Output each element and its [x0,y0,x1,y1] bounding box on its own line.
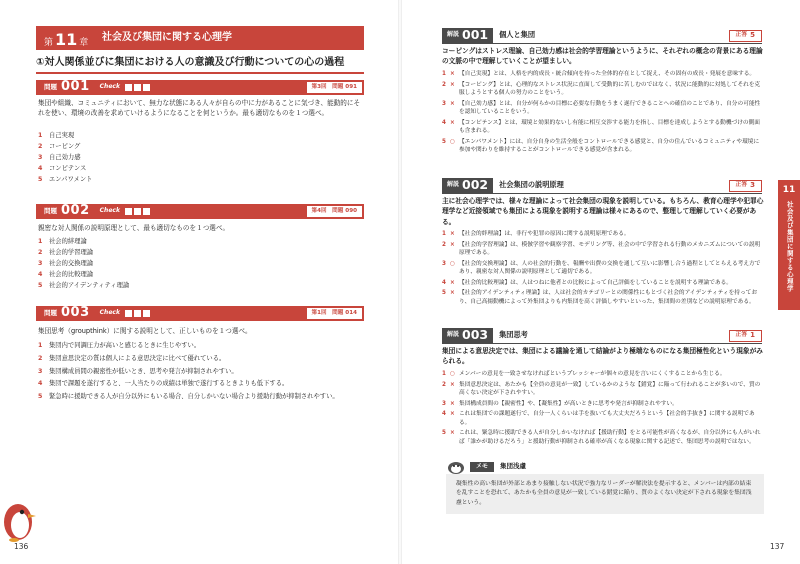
option-item [38,379,364,388]
check-box[interactable] [134,310,141,317]
option-text: 自己実現 [49,132,75,139]
answer-item-text: これは集団での課題遂行で、自分一人くらいは手を抜いても大丈夫だろうという【社会的手抜き】に関する説明である。 [459,411,755,426]
option-number: 1 [38,342,43,349]
question-001-text: 集団や組織、コミュニティにおいて、無力な状態にある人々が自らの中に力があることに気づき、能動的にそれを使い、環境の改善を求めていけるようになることを何というか。最も適切なものを１つ選べ。 [38,99,361,118]
answer-label-block [442,328,493,343]
correct-answer-badge [729,330,762,342]
answer-number: 001 [462,27,489,43]
check-box[interactable] [125,84,132,91]
answer-item-mark: × [450,81,455,88]
question-002-text: 親密な対人関係の説明原理として、最も適切なものを１つ選べ。 [38,224,230,232]
question-source-ref: 第3回 問題 091 [307,82,363,93]
option-number: 2 [38,354,43,362]
answer-001-lead: コーピングはストレス理論、自己効力感は社会的学習理論というように、それぞれの概念の背景にある理論の文脈の中で理解していくことが望ましい。 [442,47,763,66]
memo-header [446,460,526,474]
answer-item-number: 3 [442,260,446,267]
question-number: 003 [61,305,90,321]
check-boxes[interactable] [125,208,150,215]
option-item [38,237,364,246]
option-number: 3 [38,260,43,268]
answer-item-text: 【社会的学習理論】は、模倣学習や観察学習、モデリング等、社会の中で学習される行動のメカニズムについての説明原理である。 [459,241,761,257]
check-boxes[interactable] [125,84,150,91]
check-box[interactable] [143,208,150,215]
question-001-options [38,131,364,186]
question-003-text: 集団思考（groupthink）に関する説明として、正しいものを１つ選べ。 [38,327,252,335]
option-item [38,281,364,290]
option-item [38,175,364,184]
answer-item-mark: × [450,231,455,237]
option-text: コーピング [49,143,81,151]
chapter-header [36,26,364,50]
answer-item-mark: × [450,119,455,126]
answer-title: 個人と集団 [499,30,536,40]
answer-item [442,81,764,98]
option-text: 自己効力感 [49,154,81,162]
option-item [38,153,364,162]
page-number-left: 136 [14,542,29,551]
question-source-ref: 第1回 問題 014 [307,308,363,319]
penguin-memo-icon [446,460,466,474]
side-tab-text: 社会及び集団に関する心理学 [785,201,794,293]
option-text: 社会的アイデンティティ理論 [49,282,130,290]
page-number-right: 137 [770,542,785,551]
answer-item-number: 1 [442,371,446,377]
check-box[interactable] [134,208,141,215]
correct-answer-label: 正答 [735,182,748,189]
correct-answer-label: 正答 [735,32,748,39]
answer-item-number: 4 [442,279,446,286]
answer-title: 社会集団の説明原理 [499,180,564,190]
option-item [38,367,364,376]
check-box[interactable] [134,84,141,91]
answer-item [442,381,764,398]
answer-item-text: 【社会的交換理論】は、人の社会的行動を、報酬や出費の交換を通して互いに影響し合う過程としてとらえる考え方であり、親密な対人関係の説明原理として適切である。 [459,260,761,276]
answer-002-lead: 主に社会心理学では、様々な理論によって社会集団の現象を説明している。もちろん、教育心理学や犯罪心理学など近接領域でも集団による現象を説明する理論は様々にあるので、整理して理解していく必要がある。 [442,197,764,226]
answer-number: 002 [462,177,489,193]
answer-label-block [442,28,493,43]
answer-001-header [442,28,762,43]
answer-title: 集団思考 [499,330,528,340]
answer-item-text: メンバーの意見を一致させなければというプレッシャーが個々の意見を言いにくくすることから生じる。 [459,371,726,377]
correct-answer-label: 正答 [735,332,748,339]
answer-item-mark: ○ [450,138,455,145]
answer-item [442,119,764,136]
answer-rule [442,343,762,344]
answer-item [442,241,764,258]
check-box[interactable] [125,310,132,317]
check-box[interactable] [125,208,132,215]
answer-label: 解説 [447,181,460,189]
chapter-label-pre: 第 [44,38,54,48]
option-text: 社会的交換理論 [49,260,94,268]
chapter-number-value: 11 [55,30,78,49]
answer-item-text: 【エンパワメント】には、自分自身の生活全般をコントロールできる感覚と、自分の住んでいるコミュニティや環境に参加や関わりを維持することがコントロールできる感覚が含まれる。 [459,138,760,154]
check-label: Check [99,309,120,317]
question-002-header [36,204,364,219]
answer-item-number: 4 [442,411,446,418]
question-number: 002 [61,203,90,219]
question-001-header [36,80,364,95]
answer-003-items [442,370,764,448]
penguin-mascot-icon [0,492,40,542]
answer-item [442,400,764,409]
memo-title: 集団浅慮 [500,462,527,471]
answer-label-block [442,178,493,193]
question-label: 問題 [44,206,57,215]
option-text: 集団で課題を遂行すると、一人当たりの成績は単独で遂行するときよりも低下する。 [49,380,289,388]
option-number: 4 [38,271,43,279]
option-item [38,270,364,279]
question-003-options [38,341,364,405]
answer-item-number: 4 [442,119,446,126]
book-gutter [398,0,402,564]
answer-rule [442,193,762,194]
option-number: 3 [38,154,43,162]
answer-item-number: 5 [442,290,446,297]
answer-item [442,410,764,427]
option-number: 4 [38,380,43,388]
answer-item-number: 5 [442,138,446,145]
answer-item-number: 2 [442,81,446,88]
correct-answer-value: 1 [750,331,755,340]
answer-item-mark: × [450,71,455,77]
answer-item-text: 集団構成員間の【親密性】や、【凝集性】が高いときに思考や発言が抑制されやすい。 [459,400,678,407]
answer-item-text: 【社会的アイデンティティ理論】は、人は社会的カテゴリーとの関係性にもとづく社会的アイデンティティを持っており、自己高揚動機によって外集団よりも内集団を高く評価しやすいといった、集団間の差別などの説明原理である。 [459,290,758,305]
option-text: 社会的学習理論 [49,249,94,257]
answer-item-number: 2 [442,241,446,248]
answer-item [442,138,764,155]
question-label: 問題 [44,308,57,317]
answer-item-text: 集団意思決定は、あたかも【全員の意見が一致】しているかのような【錯覚】に陥って行われることが多いので、質の高くない決定が下されやすい。 [459,381,761,397]
question-number: 001 [61,79,90,95]
check-box[interactable] [143,84,150,91]
option-text: 集団内で同調圧力が高いと感じるときに生じやすい。 [49,342,201,349]
answer-003-header [442,328,762,343]
option-number: 4 [38,165,43,173]
option-item [38,131,364,140]
answer-item-text: 【自己効力感】とは、自分が何らかの目標に必要な行動をうまく遂行できることへの確信のことであり、自分の可能性を認知していることをいう。 [459,100,761,116]
option-number: 1 [38,132,43,139]
answer-item-number: 3 [442,100,446,107]
answer-label: 解説 [447,31,460,39]
correct-answer-badge [729,180,762,192]
answer-002-header [442,178,762,193]
answer-item-text: 【社会的絆理論】は、非行や犯罪の原因に関する説明原理である。 [459,231,630,237]
option-text: 社会的比較理論 [49,271,94,279]
answer-number: 003 [462,327,489,343]
check-box[interactable] [143,310,150,317]
option-number: 5 [38,282,43,290]
answer-item-text: 【自己実現】とは、人格を内的成長・統合傾向を持った全体的存在として捉え、その固有の成長・発展を意味する。 [459,71,756,77]
answer-item [442,289,764,306]
answer-item-number: 1 [442,71,446,77]
answer-item-mark: × [450,411,455,418]
answer-item-mark: ○ [450,371,455,377]
answer-item-mark: × [450,290,455,297]
question-label: 問題 [44,82,57,91]
option-item [38,164,364,173]
option-item [38,392,364,401]
answer-003-lead: 集団による意思決定では、集団による議論を通して結論がより極端なものになる集団極性化という現象がみられる。 [442,347,763,366]
chapter-number [44,28,88,51]
answer-item-text: これは、緊急時に援助できる人が自分しかいなければ【援助行動】をとる可能性が高くなるが、自分以外にも人がいれば「誰かが助けるだろう」と援助行動が抑制される確率が高くなる現象に関する記述で、集団思考の説明ではない。 [459,430,761,445]
answer-item [442,370,764,379]
answer-item-mark: × [450,100,455,107]
answer-item-text: 【コーピング】とは、心理的なストレス状況に直面して受動的に苦しむのではなく、状況に能動的に対処してそれを克服しようとする個人の努力のことをいう。 [459,81,761,97]
option-text: 緊急時に援助できる人が自分以外にもいる場合、自分しかいない場合より援助行動が抑制されやすい。 [49,393,339,401]
option-number: 3 [38,367,43,375]
correct-answer-badge [729,30,762,42]
answer-item [442,70,764,79]
correct-answer-value: 3 [750,181,755,190]
option-text: コンピテンス [49,165,87,173]
option-number: 5 [38,176,43,184]
correct-answer-value: 5 [750,31,755,40]
answer-item-mark: × [450,241,455,248]
option-number: 5 [38,393,43,401]
check-label: Check [99,207,120,215]
question-002-options [38,237,364,292]
check-label: Check [99,83,120,91]
answer-rule [442,43,762,44]
memo-box: 凝集性の高い集団が外部とあまり接触しない状況で強力なリーダーが解決法を提示すると、メンバーは内部の結束を乱すことを恐れて、あたかも全員の意見が一致している錯覚に陥り、質のよくない決定が下される現象を集団浅慮という。 [446,474,764,514]
option-item [38,259,364,268]
option-text: 社会的絆理論 [49,238,87,245]
option-text: 集団意思決定の質は個人による意思決定に比べて優れている。 [49,354,226,362]
answer-item-mark: × [450,430,455,437]
answer-item-number: 5 [442,430,446,437]
answer-label: 解説 [447,331,460,339]
option-number: 1 [38,238,43,245]
check-boxes[interactable] [125,310,150,317]
answer-item-mark: ○ [450,260,455,267]
answer-item-text: 【社会的比較理論】は、人はつねに他者との比較によって自己評価をしていることを説明する理論である。 [459,279,732,286]
answer-item [442,100,764,117]
answer-item [442,260,764,277]
answer-item-number: 2 [442,381,446,388]
option-item [38,341,364,350]
option-number: 2 [38,143,43,151]
answer-item-mark: × [450,381,455,388]
section-rule [36,72,364,74]
answer-item [442,429,764,446]
chapter-label-post: 章 [79,38,89,48]
option-text: エンパワメント [49,176,93,184]
question-003-header [36,306,364,321]
memo-label: メモ [470,462,494,473]
section-title: ①対人関係並びに集団における人の意識及び行動についての心の過程 [36,57,345,68]
answer-item [442,230,764,239]
answer-item-number: 1 [442,231,446,237]
option-item [38,248,364,257]
answer-item [442,279,764,288]
option-item [38,142,364,151]
answer-item-text: 【コンピテンス】とは、環境と効果的ないし有能に相互交渉する能力を指し、目標を達成しようとする動機づけの側面も含まれる。 [459,119,760,135]
answer-002-items [442,230,764,308]
answer-item-number: 3 [442,400,446,407]
option-number: 2 [38,249,43,257]
answer-item-mark: × [450,279,455,286]
side-tab-number: 11 [782,185,796,195]
chapter-title: 社会及び集団に関する心理学 [102,31,232,43]
answer-001-items [442,70,764,157]
option-item [38,354,364,363]
option-text: 集団構成員間の親密性が低いとき、思考や発言が抑制されやすい。 [49,367,238,375]
question-source-ref: 第4回 問題 090 [307,206,363,217]
answer-item-mark: × [450,400,455,407]
chapter-side-tab [778,180,800,310]
